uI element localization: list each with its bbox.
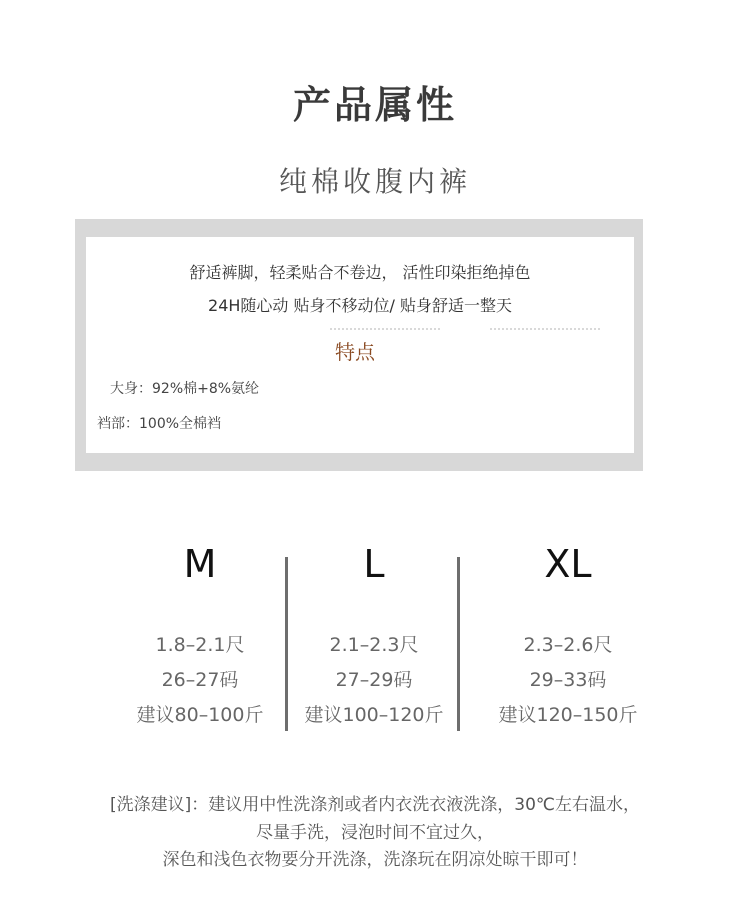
feature-line-2: 24H随心动 贴身不移动位/ 贴身舒适一整天 <box>208 296 512 315</box>
size-divider <box>457 557 460 731</box>
size-weight: 建议100–120斤 <box>304 704 444 726</box>
size-label: M <box>183 542 217 586</box>
feature-line-1: 舒适裤脚，轻柔贴合不卷边， 活性印染拒绝掉色 <box>189 263 531 282</box>
size-length: 2.1–2.3尺 <box>329 634 419 656</box>
size-label: XL <box>544 542 592 586</box>
washing-advice-line-1: [洗涤建议]：建议用中性洗涤剂或者内衣洗衣液洗涤，30℃左右温水， <box>110 795 640 815</box>
size-label: L <box>363 542 385 586</box>
material-crotch: 裆部：100%全棉裆 <box>97 416 222 432</box>
size-column-m <box>115 540 285 733</box>
size-weight: 建议120–150斤 <box>498 704 638 726</box>
page-title: 产品属性 <box>292 83 457 127</box>
size-weight: 建议80–100斤 <box>136 704 264 726</box>
size-column-xl <box>483 540 653 733</box>
features-label: 特点 <box>335 340 375 364</box>
size-code: 26–27码 <box>161 669 239 691</box>
size-column-l <box>289 540 459 733</box>
size-length: 1.8–2.1尺 <box>155 634 245 656</box>
washing-advice-line-2: 尽量手洗，浸泡时间不宜过久， <box>256 823 494 843</box>
washing-advice-line-3: 深色和浅色衣物要分开洗涤，洗涤玩在阴凉处晾干即可！ <box>162 850 588 870</box>
product-subtitle: 纯棉收腹内裤 <box>278 165 471 198</box>
size-length: 2.3–2.6尺 <box>523 634 613 656</box>
size-code: 29–33码 <box>529 669 607 691</box>
dotted-divider-right <box>490 328 600 330</box>
material-body: 大身：92%棉+8%氨纶 <box>110 381 260 397</box>
dotted-divider-left <box>330 328 440 330</box>
size-code: 27–29码 <box>335 669 413 691</box>
size-divider <box>285 557 288 731</box>
